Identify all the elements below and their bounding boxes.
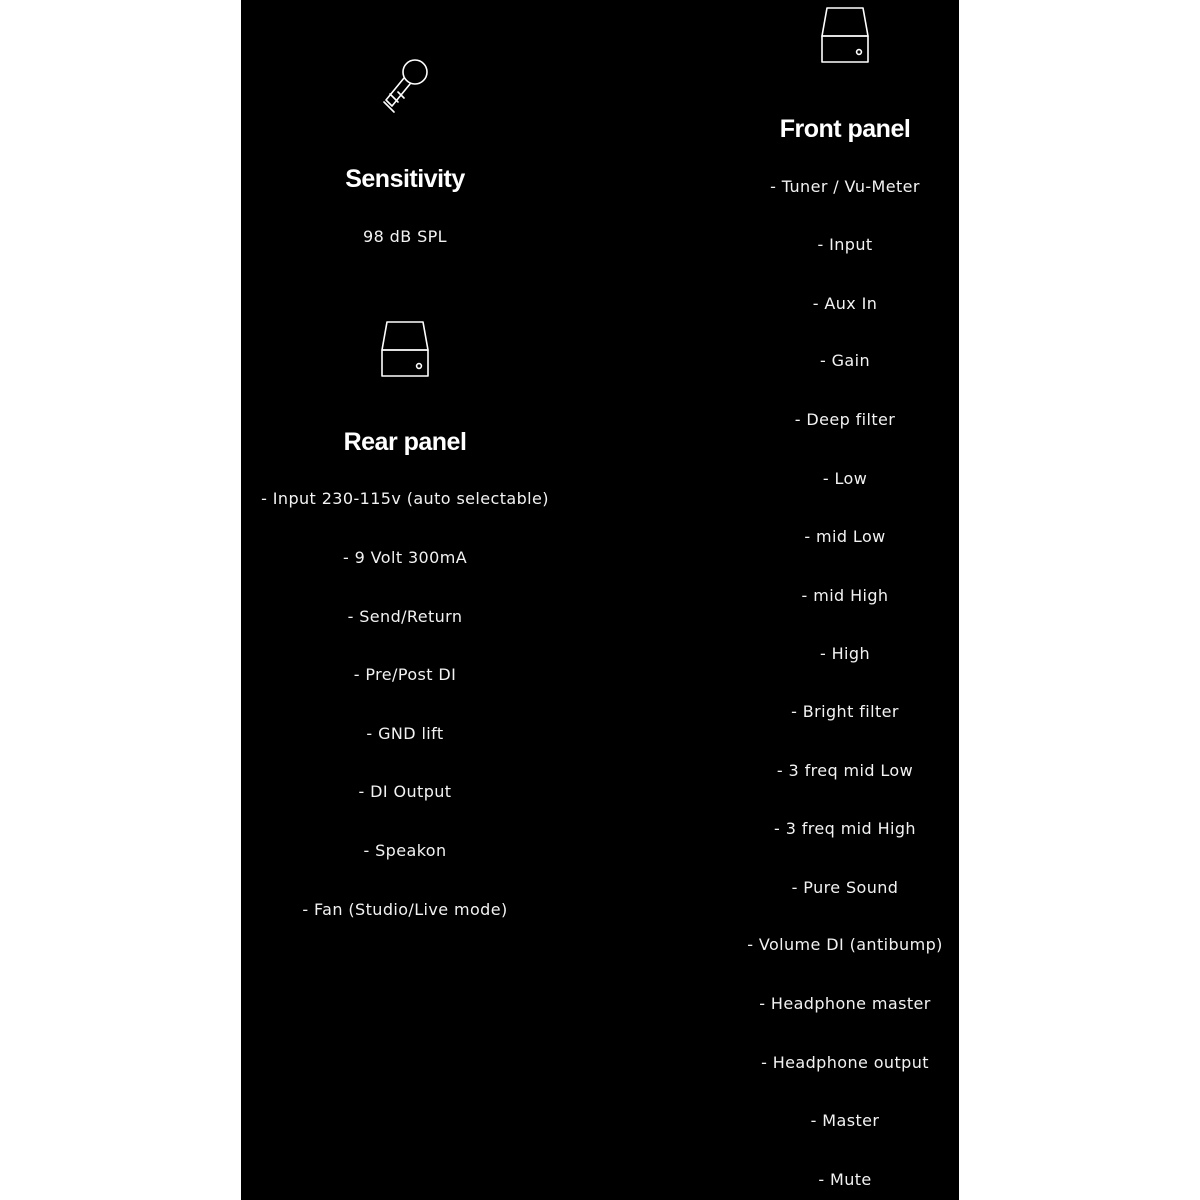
list-item: - Volume DI (antibump) xyxy=(747,935,943,954)
list-item: - Aux In xyxy=(812,294,878,313)
microphone-icon xyxy=(380,56,432,114)
front-panel-title: Front panel xyxy=(779,115,911,143)
sensitivity-value: 98 dB SPL xyxy=(363,227,447,246)
list-item: - Bright filter xyxy=(791,702,899,721)
list-item: - Master xyxy=(810,1111,880,1130)
list-item: - Low xyxy=(822,469,868,488)
list-item: - mid Low xyxy=(804,527,886,546)
list-item: - Headphone master xyxy=(759,994,931,1013)
device-box-icon xyxy=(380,320,430,378)
list-item: - Deep filter xyxy=(794,410,896,429)
list-item: - Send/Return xyxy=(347,607,463,626)
list-item: - Fan (Studio/Live mode) xyxy=(302,900,508,919)
list-item: - Speakon xyxy=(363,841,447,860)
list-item: - Input 230-115v (auto selectable) xyxy=(261,489,549,508)
list-item: - Input xyxy=(817,235,873,254)
sensitivity-title: Sensitivity xyxy=(345,165,465,193)
spec-panel xyxy=(241,0,959,1200)
list-item: - Pure Sound xyxy=(791,878,899,897)
device-box-icon xyxy=(820,6,870,64)
list-item: - 3 freq mid Low xyxy=(776,761,914,780)
list-item: - 9 Volt 300mA xyxy=(342,548,468,567)
list-item: - GND lift xyxy=(366,724,444,743)
list-item: - DI Output xyxy=(358,782,452,801)
list-item: - mid High xyxy=(801,586,889,605)
rear-panel-title: Rear panel xyxy=(343,428,467,456)
list-item: - Pre/Post DI xyxy=(353,665,457,684)
list-item: - High xyxy=(819,644,871,663)
list-item: - 3 freq mid High xyxy=(774,819,916,838)
list-item: - Tuner / Vu-Meter xyxy=(770,177,920,196)
list-item: - Gain xyxy=(819,351,871,370)
list-item: - Headphone output xyxy=(761,1053,929,1072)
list-item: - Mute xyxy=(818,1170,872,1189)
